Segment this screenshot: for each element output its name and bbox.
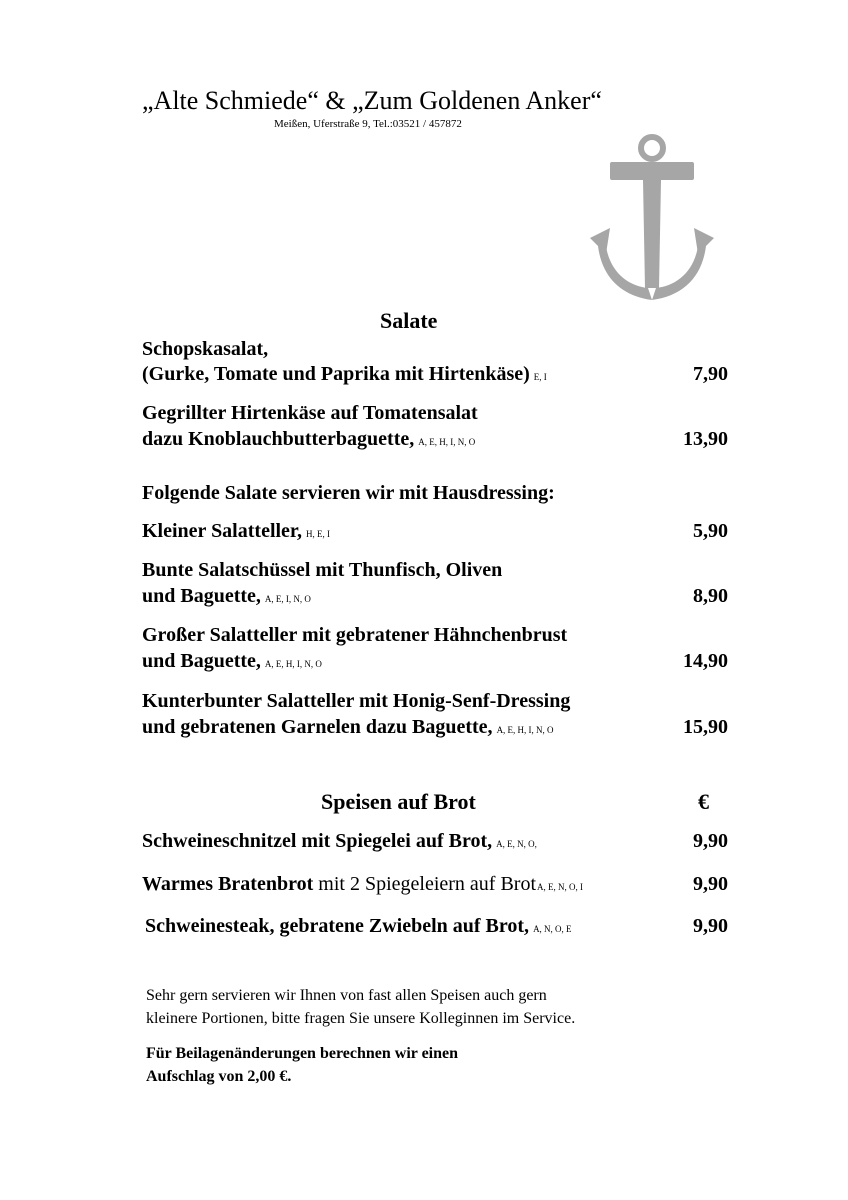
portion-note-line1: Sehr gern servieren wir Ihnen von fast allen Speisen auch gern	[146, 987, 547, 1004]
restaurant-address: Meißen, Uferstraße 9, Tel.:03521 / 457872	[274, 118, 462, 130]
menu-item-price: 5,90	[693, 520, 728, 542]
menu-item-name	[142, 873, 583, 896]
currency-symbol: €	[698, 789, 709, 814]
menu-item-name: Bunte Salatschüssel mit Thunfisch, Oliven	[142, 559, 503, 581]
menu-item-name: Schopskasalat,	[142, 338, 269, 360]
allergen-codes: A, E, H, I, N, O	[496, 725, 554, 735]
menu-item-description	[142, 585, 311, 608]
menu-item-text: Schweinesteak, gebratene Zwiebeln auf Brot,	[145, 915, 530, 937]
portion-note-line2: kleinere Portionen, bitte fragen Sie unsere Kolleginnen im Service.	[146, 1010, 576, 1027]
menu-item-price: 13,90	[683, 428, 728, 450]
menu-item-text: und Baguette,	[142, 585, 261, 607]
section-heading-brot: Speisen auf Brot	[321, 789, 476, 814]
anchor-icon	[588, 128, 716, 306]
menu-item-name: Kunterbunter Salatteller mit Honig-Senf-Dressing	[142, 690, 571, 712]
dressing-intro: Folgende Salate servieren wir mit Hausdressing:	[142, 482, 555, 504]
menu-item-name: Großer Salatteller mit gebratener Hähnchenbrust	[142, 624, 568, 646]
allergen-codes: E, I	[533, 372, 547, 382]
menu-item-description	[142, 363, 547, 386]
menu-item-price: 9,90	[693, 873, 728, 895]
menu-item-price: 9,90	[693, 915, 728, 937]
menu-item-text: dazu Knoblauchbutterbaguette,	[142, 428, 415, 450]
menu-item-text: Warmes Bratenbrot	[142, 873, 314, 895]
menu-item-text: Kleiner Salatteller,	[142, 520, 302, 542]
allergen-codes: A, E, H, I, N, O	[264, 659, 322, 669]
section-heading-salate: Salate	[380, 308, 438, 333]
menu-item-price: 14,90	[683, 650, 728, 672]
menu-item-text: und Baguette,	[142, 650, 261, 672]
menu-item-text: (Gurke, Tomate und Paprika mit Hirtenkäse)	[142, 363, 530, 385]
allergen-codes: A, E, N, O,	[496, 839, 537, 849]
menu-item-description	[142, 428, 475, 451]
restaurant-title: „Alte Schmiede“ & „Zum Goldenen Anker“	[142, 86, 602, 115]
menu-item-description	[142, 650, 322, 673]
allergen-codes: H, E, I	[305, 529, 330, 539]
menu-item-name	[142, 830, 537, 853]
menu-item-price: 7,90	[693, 363, 728, 385]
menu-item-text: Schweineschnitzel mit Spiegelei auf Brot,	[142, 830, 493, 852]
menu-item-price: 9,90	[693, 830, 728, 852]
menu-item-price: 15,90	[683, 716, 728, 738]
menu-item-text-regular: mit 2 Spiegeleiern auf Brot	[313, 873, 537, 895]
menu-item-description	[142, 716, 554, 739]
menu-item-text: und gebratenen Garnelen dazu Baguette,	[142, 716, 493, 738]
allergen-codes: A, N, O, E	[533, 924, 572, 934]
menu-item-name	[142, 520, 330, 543]
menu-item-price: 8,90	[693, 585, 728, 607]
surcharge-note-line2: Aufschlag von 2,00 €.	[146, 1068, 292, 1085]
surcharge-note-line1: Für Beilagenänderungen berechnen wir einen	[146, 1045, 459, 1062]
menu-item-name: Gegrillter Hirtenkäse auf Tomatensalat	[142, 402, 478, 424]
allergen-codes: A, E, I, N, O	[264, 594, 311, 604]
menu-item-name	[145, 915, 572, 938]
allergen-codes: A, E, H, I, N, O	[418, 437, 476, 447]
allergen-codes: A, E, N, O, I	[537, 882, 584, 892]
